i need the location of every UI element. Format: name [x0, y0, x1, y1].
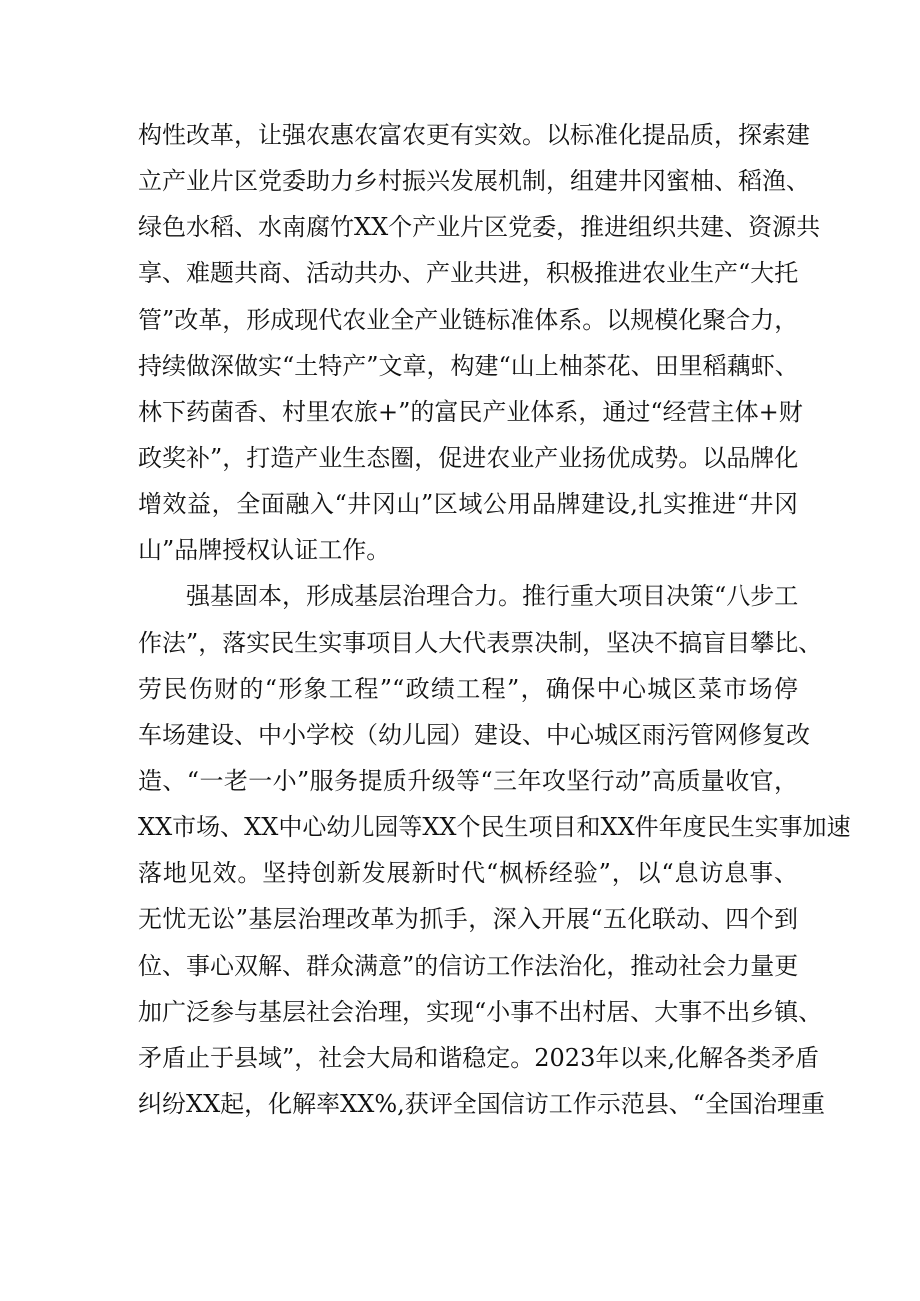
text-line: 纠纷XX起，化解率XX%,获评全国信访工作示范县、“全国治理重	[138, 1089, 826, 1118]
text-line: 劳民伤财的“形象工程”“政绩工程”，确保中心城区菜市场停	[138, 674, 798, 703]
text-line: 车场建设、中小学校（幼儿园）建设、中心城区雨污管网修复改	[138, 720, 810, 749]
paragraph-grassroots-governance	[138, 573, 851, 1127]
text-line: 作法”，落实民生实事项目人大代表票决制，坚决不搞盲目攀比、	[138, 628, 823, 657]
text-line: 林下药菌香、村里农旅+”的富民产业体系，通过“经营主体+财	[138, 397, 803, 426]
text-line: 山”品牌授权认证工作。	[138, 536, 391, 565]
text-line: 政奖补”，打造产业生态圈，促进农业产业扬优成势。以品牌化	[138, 443, 799, 472]
text-line: 管”改革，形成现代农业全产业链标准体系。以规模化聚合力，	[138, 305, 799, 334]
text-line: 位、事心双解、群众满意”的信访工作法治化，推动社会力量更	[138, 951, 799, 980]
text-line: XX市场、XX中心幼儿园等XX个民生项目和XX件年度民生实事加速	[138, 813, 851, 842]
text-line: 造、“一老一小”服务提质升级等“三年攻坚行动”高质量收官，	[138, 766, 798, 795]
document-body	[138, 112, 851, 1127]
paragraph-agriculture-reform	[138, 112, 821, 573]
text-line: 持续做深做实“土特产”文章，构建“山上柚茶花、田里稻藕虾、	[138, 351, 799, 380]
text-line: 绿色水稻、水南腐竹XX个产业片区党委，推进组织共建、资源共	[138, 213, 821, 242]
text-line: 享、难题共商、活动共办、产业共进，积极推进农业生产“大托	[138, 259, 799, 288]
text-line: 增效益，全面融入“井冈山”区域公用品牌建设,扎实推进“井冈	[138, 490, 798, 519]
text-line: 立产业片区党委助力乡村振兴发展机制，组建井冈蜜柚、稻渔、	[138, 167, 810, 196]
text-line: 加广泛参与基层社会治理，实现“小事不出村居、大事不出乡镇、	[138, 997, 823, 1026]
text-line: 矛盾止于县域”，社会大局和谐稳定。2023年以来,化解各类矛盾	[138, 1043, 819, 1072]
text-line: 落地见效。坚持创新发展新时代“枫桥经验”，以“息访息事、	[138, 859, 798, 888]
text-line: 强基固本，形成基层治理合力。推行重大项目决策“八步工	[186, 582, 799, 611]
text-line: 构性改革，让强农惠农富农更有实效。以标准化提品质，探索建	[138, 121, 810, 149]
text-line: 无忧无讼”基层治理改革为抓手，深入开展“五化联动、四个到	[138, 905, 798, 934]
